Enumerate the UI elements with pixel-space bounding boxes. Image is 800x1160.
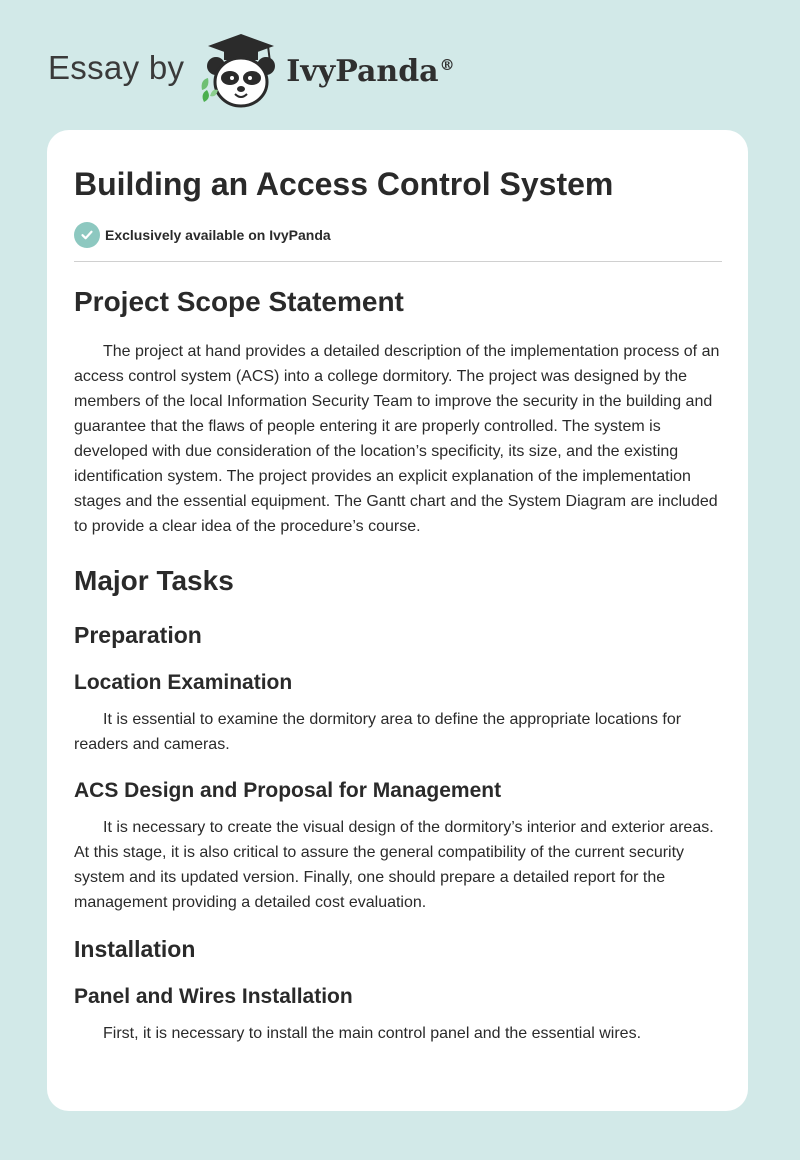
paragraph-design: It is necessary to create the visual design of the dormitory’s interior and exterior areas. At this stage, it is also critical to assure the general compatibility of the current security system and its updated version. Finally, one should prepare a detailed report for the management providing a detailed cost evaluation. [74, 819, 714, 911]
brand-name: IvyPanda® [286, 53, 455, 89]
essay-content [74, 280, 722, 1046]
section-heading-preparation: Preparation [74, 622, 202, 648]
section-heading-installation: Installation [74, 936, 196, 962]
paragraph-scope: The project at hand provides a detailed description of the implementation process of an access control system (ACS) into a college dormitory. The project was designed by the members of the local Information Security Team to improve the security in the building and guarantee that the flaws of people entering it are properly controlled. The system is developed with due consideration of the location’s specificity, its size, and the existing identification system. The project provides an explicit explanation of the implementation stages and the essential equipment. The Gantt chart and the System Diagram are included to provide a clear idea of the procedure’s course. [74, 343, 720, 535]
registered-mark: ® [439, 55, 455, 74]
brand-prefix: Essay by [48, 49, 185, 86]
panda-logo-icon [198, 32, 284, 112]
section-heading-location: Location Examination [74, 671, 293, 694]
check-icon [74, 222, 100, 248]
section-heading-major-tasks: Major Tasks [74, 565, 234, 596]
divider [74, 261, 722, 262]
brand-header[interactable] [48, 32, 455, 112]
essay-card [47, 130, 748, 1111]
page-title: Building an Access Control System [74, 166, 614, 202]
exclusive-badge [74, 222, 331, 248]
section-heading-panel: Panel and Wires Installation [74, 985, 353, 1008]
section-heading-scope: Project Scope Statement [74, 286, 404, 317]
paragraph-location: It is essential to examine the dormitory area to define the appropriate locations for readers and cameras. [74, 711, 682, 753]
section-heading-design: ACS Design and Proposal for Management [74, 779, 502, 802]
exclusive-label: Exclusively available on IvyPanda [105, 227, 331, 243]
paragraph-panel: First, it is necessary to install the main control panel and the essential wires. [103, 1025, 642, 1042]
